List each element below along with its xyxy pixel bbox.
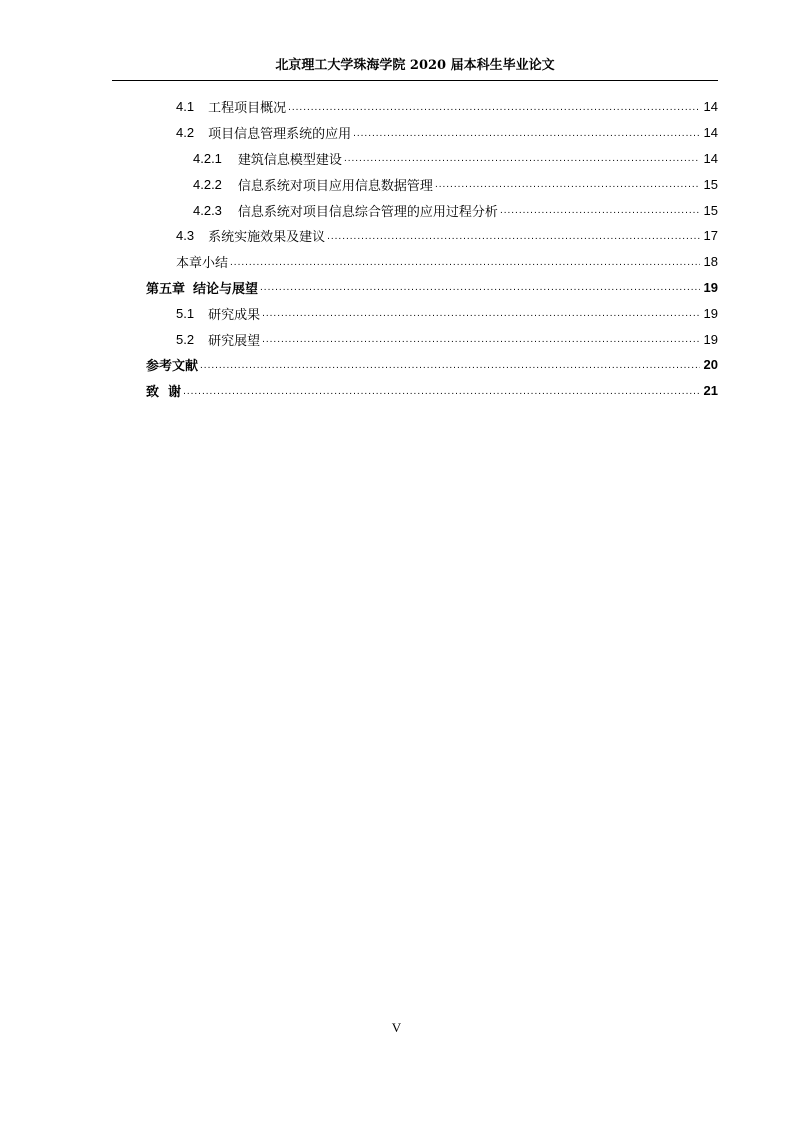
toc-entry-page: 14: [703, 150, 718, 166]
toc-entry-acknowledgements[interactable]: [146, 378, 718, 404]
toc-entry-number: 第五章: [146, 281, 186, 297]
toc-entry-title: 研究展望: [208, 333, 261, 349]
dot-leader: [327, 231, 699, 249]
toc-entry-title: 信息系统对项目应用信息数据管理: [237, 178, 433, 194]
running-header: [112, 56, 718, 81]
dot-leader: [353, 128, 699, 146]
dot-leader: [200, 360, 700, 378]
toc-entry-page: 18: [703, 254, 718, 270]
toc-entry-number: 4.1: [176, 99, 195, 115]
table-of-contents: [146, 94, 718, 404]
toc-entry-page: 19: [703, 305, 718, 321]
toc-entry-number: 4.3: [176, 228, 195, 244]
toc-entry-title: 研究成果: [208, 307, 261, 323]
header-title: 北京理工大学珠海学院 2020 届本科生毕业论文: [275, 58, 555, 73]
toc-entry-number: 4.2.3: [193, 202, 222, 218]
toc-entry-4-3[interactable]: [146, 223, 718, 249]
toc-entry-title: 参考文献: [146, 359, 199, 375]
dot-leader: [344, 153, 700, 171]
toc-entry-chapter-5[interactable]: [146, 275, 718, 301]
dot-leader: [260, 282, 700, 300]
toc-entry-number: 4.2: [176, 125, 195, 141]
toc-entry-page: 15: [703, 202, 718, 218]
toc-entry-references[interactable]: [146, 352, 718, 378]
toc-entry-title: 信息系统对项目信息综合管理的应用过程分析: [237, 204, 498, 220]
dot-leader: [500, 205, 700, 223]
toc-entry-title: 结论与展望: [193, 281, 259, 297]
toc-entry-page: 14: [703, 125, 718, 141]
toc-entry-page: 19: [703, 331, 718, 347]
dot-leader: [288, 102, 699, 120]
toc-entry-number: 4.2.1: [193, 150, 222, 166]
dot-leader: [183, 386, 699, 404]
toc-entry-page: 17: [703, 228, 718, 244]
toc-entry-number: 5.2: [176, 331, 195, 347]
toc-entry-4-2[interactable]: [146, 120, 718, 146]
toc-entry-title: 系统实施效果及建议: [208, 230, 326, 246]
dot-leader: [230, 257, 700, 275]
toc-entry-page: 21: [703, 383, 718, 399]
toc-entry-page: 20: [703, 357, 718, 373]
toc-entry-4-2-1[interactable]: [146, 146, 718, 172]
dot-leader: [262, 334, 699, 352]
toc-entry-title: 建筑信息模型建设: [237, 152, 342, 168]
toc-entry-5-2[interactable]: [146, 326, 718, 352]
toc-entry-page: 14: [703, 99, 718, 115]
toc-entry-5-1[interactable]: [146, 300, 718, 326]
toc-entry-page: 19: [703, 279, 718, 295]
toc-entry-title: 项目信息管理系统的应用: [208, 127, 352, 143]
toc-entry-title: 致 谢: [146, 385, 182, 401]
toc-entry-4-1[interactable]: [146, 94, 718, 120]
toc-entry-page: 15: [703, 176, 718, 192]
page-footer: [0, 1020, 793, 1036]
toc-entry-title: 本章小结: [176, 256, 229, 272]
toc-entry-4-2-2[interactable]: [146, 171, 718, 197]
toc-entry-4-2-3[interactable]: [146, 197, 718, 223]
dot-leader: [262, 308, 699, 326]
page-number: V: [391, 1020, 402, 1035]
toc-entry-number: 4.2.2: [193, 176, 222, 192]
toc-entry-chapter-summary[interactable]: [146, 249, 718, 275]
toc-entry-title: 工程项目概况: [208, 101, 287, 117]
dot-leader: [435, 179, 700, 197]
toc-entry-number: 5.1: [176, 305, 195, 321]
